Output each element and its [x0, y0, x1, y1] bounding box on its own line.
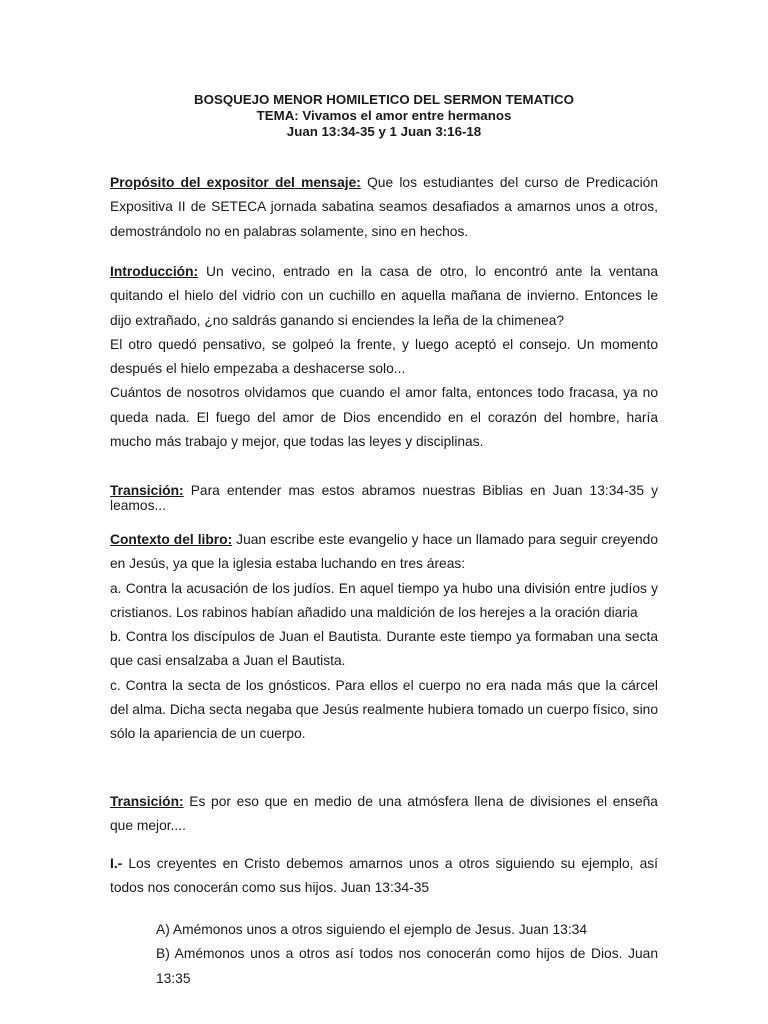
document-header — [110, 92, 658, 140]
introduction-label: Introducción: — [110, 264, 199, 279]
point-1-label: I.- — [110, 856, 123, 871]
transition-1-paragraph — [110, 484, 658, 513]
point-1-text: Los creyentes en Cristo debemos amarnos unos a otros siguiendo su ejemplo, así todos nos conocerán como sus hijos. Juan 13:34-35 — [110, 856, 658, 896]
header-reference: Juan 13:34-35 y 1 Juan 3:16-18 — [286, 124, 482, 139]
point-1-paragraph — [110, 852, 658, 901]
context-section — [110, 528, 658, 747]
context-point-a: a. Contra la acusación de los judíos. En aquel tiempo ya hubo una división entre judíos y cristianos. Los rabinos habían añadido una maldición de los herejes a la oración diaria — [110, 580, 658, 620]
introduction-paragraph-3: Cuántos de nosotros olvidamos que cuando el amor falta, entonces todo fracasa, ya no queda nada. El fuego del amor de Dios encendido en el corazón del hombre, haría mucho más trabajo y mejor, que todas las leyes y disciplinas. — [110, 385, 658, 450]
header-title: BOSQUEJO MENOR HOMILETICO DEL SERMON TEMATICO — [194, 92, 574, 107]
introduction-section — [110, 260, 658, 454]
purpose-paragraph — [110, 171, 658, 244]
introduction-paragraph-2: El otro quedó pensativo, se golpeó la frente, y luego aceptó el consejo. Un momento después el hielo empezaba a deshacerse solo... — [110, 336, 658, 377]
transition-2-paragraph — [110, 790, 658, 839]
purpose-label: Propósito del expositor del mensaje: — [110, 175, 361, 190]
sub-point-a: A) Amémonos unos a otros siguiendo el ejemplo de Jesus. Juan 13:34 — [156, 922, 588, 937]
purpose-text: Que los estudiantes del curso de Predicación Expositiva II de SETECA jornada sabatina seamos desafiados a amarnos unos a otros, demostrándolo no en palabras solamente, sino en hechos. — [110, 175, 659, 239]
sub-point-b: B) Amémonos unos a otros así todos nos conocerán como hijos de Dios. Juan 13:35 — [156, 946, 658, 986]
transition-2-label: Transición: — [110, 794, 184, 809]
introduction-text: Un vecino, entrado en la casa de otro, lo encontró ante la ventana quitando el hielo del vidrio con un cuchillo en aquella mañana de invierno. Entonces le dijo extrañado, ¿no saldrás ganando si enciendes la leña de la chimenea? — [110, 264, 658, 328]
transition-1-label: Transición: — [110, 483, 184, 498]
context-point-c: c. Contra la secta de los gnósticos. Para ellos el cuerpo no era nada más que la cárcel del alma. Dicha secta negaba que Jesús realmente hubiera tomado un cuerpo físico, sino sólo la apariencia de un cuerpo. — [110, 677, 658, 742]
transition-1-text: Para entender mas estos abramos nuestras Biblias en Juan 13:34-35 y leamos... — [110, 483, 658, 513]
context-point-b: b. Contra los discípulos de Juan el Bautista. Durante este tiempo ya formaban una secta que casi ensalzaba a Juan el Bautista. — [110, 629, 658, 669]
context-text: Juan escribe este evangelio y hace un llamado para seguir creyendo en Jesús, ya que la iglesia estaba luchando en tres áreas: — [110, 532, 658, 572]
header-theme: TEMA: Vivamos el amor entre hermanos — [256, 108, 512, 123]
transition-2-text: Es por eso que en medio de una atmósfera llena de divisiones el enseña que mejor.... — [110, 794, 658, 834]
context-label: Contexto del libro: — [110, 532, 233, 547]
sub-points — [156, 918, 658, 991]
